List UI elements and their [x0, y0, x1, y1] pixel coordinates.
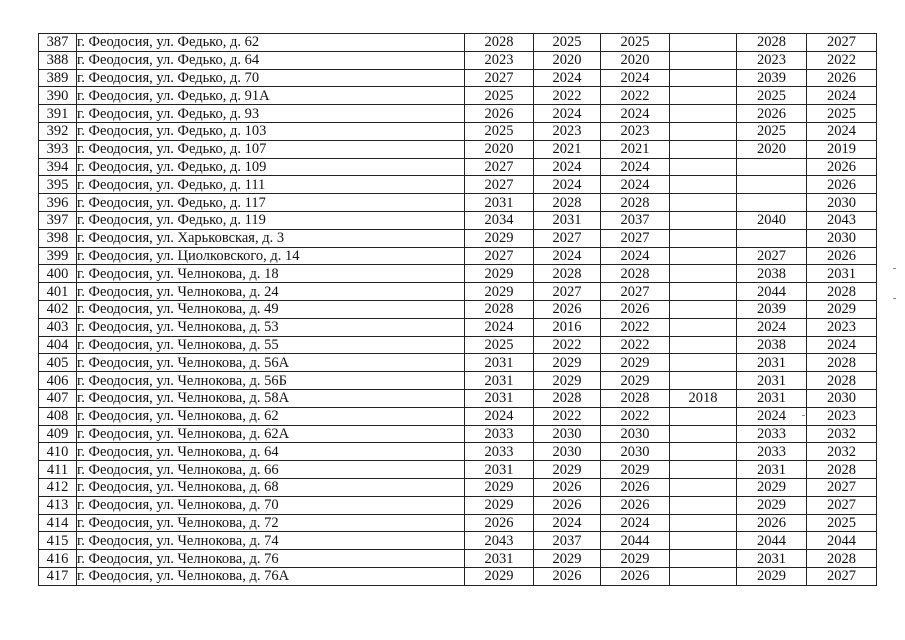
year-cell-6: 2028 — [807, 550, 877, 568]
year-cell-4 — [670, 567, 737, 585]
row-number: 405 — [39, 354, 77, 372]
year-cell-6: 2026 — [807, 158, 877, 176]
year-cell-1: 2031 — [465, 372, 534, 390]
year-cell-5: 2023 — [737, 51, 807, 69]
year-cell-3: 2026 — [601, 496, 670, 514]
table-row — [39, 443, 877, 461]
year-cell-5: 2026 — [737, 105, 807, 123]
year-cell-6: 2030 — [807, 229, 877, 247]
year-cell-5: 2025 — [737, 87, 807, 105]
year-cell-2: 2028 — [534, 389, 601, 407]
year-cell-6: 2023 — [807, 318, 877, 336]
year-cell-4 — [670, 34, 737, 52]
year-cell-2: 2021 — [534, 140, 601, 158]
year-cell-3: 2026 — [601, 300, 670, 318]
address-cell: г. Феодосия, ул. Челнокова, д. 24 — [77, 283, 465, 301]
year-cell-3: 2029 — [601, 372, 670, 390]
table-row — [39, 211, 877, 229]
address-cell: г. Феодосия, ул. Челнокова, д. 74 — [77, 532, 465, 550]
year-cell-3: 2020 — [601, 51, 670, 69]
year-cell-5: 2033 — [737, 425, 807, 443]
year-cell-1: 2028 — [465, 34, 534, 52]
year-cell-6: 2025 — [807, 105, 877, 123]
year-cell-1: 2043 — [465, 532, 534, 550]
year-cell-3: 2028 — [601, 265, 670, 283]
year-cell-6: 2028 — [807, 354, 877, 372]
row-number: 411 — [39, 461, 77, 479]
address-cell: г. Феодосия, ул. Федько, д. 70 — [77, 69, 465, 87]
table-row — [39, 407, 877, 425]
row-number: 410 — [39, 443, 77, 461]
table-row — [39, 389, 877, 407]
year-cell-3: 2027 — [601, 229, 670, 247]
year-cell-3: 2030 — [601, 425, 670, 443]
year-cell-2: 2020 — [534, 51, 601, 69]
year-cell-4 — [670, 229, 737, 247]
year-cell-2: 2029 — [534, 461, 601, 479]
address-cell: г. Феодосия, ул. Федько, д. 111 — [77, 176, 465, 194]
year-cell-2: 2024 — [534, 514, 601, 532]
year-cell-2: 2023 — [534, 122, 601, 140]
year-cell-1: 2031 — [465, 354, 534, 372]
year-cell-6: 2043 — [807, 211, 877, 229]
address-cell: г. Феодосия, ул. Челнокова, д. 68 — [77, 478, 465, 496]
year-cell-6: 2025 — [807, 514, 877, 532]
year-cell-5: 2044 — [737, 532, 807, 550]
year-cell-2: 2027 — [534, 283, 601, 301]
year-cell-6: 2024 — [807, 336, 877, 354]
year-cell-2: 2026 — [534, 567, 601, 585]
year-cell-4 — [670, 532, 737, 550]
table-row — [39, 461, 877, 479]
year-cell-2: 2024 — [534, 158, 601, 176]
table-row — [39, 34, 877, 52]
address-cell: г. Феодосия, ул. Челнокова, д. 53 — [77, 318, 465, 336]
year-cell-4 — [670, 247, 737, 265]
year-cell-4 — [670, 87, 737, 105]
table-row — [39, 478, 877, 496]
year-cell-5: 2038 — [737, 265, 807, 283]
year-cell-1: 2033 — [465, 443, 534, 461]
table-row — [39, 425, 877, 443]
year-cell-3: 2029 — [601, 461, 670, 479]
address-cell: г. Феодосия, ул. Челнокова, д. 62А — [77, 425, 465, 443]
year-cell-6: 2031 — [807, 265, 877, 283]
year-cell-6: 2027 — [807, 34, 877, 52]
address-cell: г. Феодосия, ул. Челнокова, д. 49 — [77, 300, 465, 318]
year-cell-2: 2022 — [534, 87, 601, 105]
row-number: 414 — [39, 514, 77, 532]
year-cell-1: 2020 — [465, 140, 534, 158]
year-cell-2: 2030 — [534, 443, 601, 461]
table-row — [39, 105, 877, 123]
year-cell-2: 2024 — [534, 69, 601, 87]
year-cell-3: 2024 — [601, 158, 670, 176]
year-cell-1: 2029 — [465, 229, 534, 247]
table-row — [39, 354, 877, 372]
year-cell-6: 2026 — [807, 247, 877, 265]
address-cell: г. Феодосия, ул. Федько, д. 93 — [77, 105, 465, 123]
table-row — [39, 176, 877, 194]
year-cell-3: 2037 — [601, 211, 670, 229]
row-number: 415 — [39, 532, 77, 550]
address-cell: г. Феодосия, ул. Харьковская, д. 3 — [77, 229, 465, 247]
year-cell-5: 2039 — [737, 300, 807, 318]
year-cell-4 — [670, 69, 737, 87]
repair-schedule-table — [38, 33, 877, 586]
row-number: 390 — [39, 87, 77, 105]
row-number: 397 — [39, 211, 77, 229]
year-cell-5: 2031 — [737, 550, 807, 568]
year-cell-1: 2027 — [465, 247, 534, 265]
year-cell-1: 2023 — [465, 51, 534, 69]
year-cell-2: 2030 — [534, 425, 601, 443]
table-row — [39, 140, 877, 158]
year-cell-2: 2024 — [534, 247, 601, 265]
year-cell-3: 2024 — [601, 105, 670, 123]
address-cell: г. Феодосия, ул. Челнокова, д. 76 — [77, 550, 465, 568]
year-cell-6: 2027 — [807, 496, 877, 514]
row-number: 396 — [39, 194, 77, 212]
year-cell-5: 2024 — [737, 318, 807, 336]
year-cell-5 — [737, 176, 807, 194]
year-cell-3: 2022 — [601, 336, 670, 354]
address-cell: г. Феодосия, ул. Федько, д. 91А — [77, 87, 465, 105]
year-cell-5: 2033 — [737, 443, 807, 461]
year-cell-1: 2033 — [465, 425, 534, 443]
year-cell-4 — [670, 194, 737, 212]
row-number: 388 — [39, 51, 77, 69]
table-row — [39, 514, 877, 532]
row-number: 398 — [39, 229, 77, 247]
year-cell-4 — [670, 354, 737, 372]
year-cell-3: 2022 — [601, 87, 670, 105]
year-cell-6: 2027 — [807, 478, 877, 496]
year-cell-2: 2028 — [534, 265, 601, 283]
row-number: 394 — [39, 158, 77, 176]
year-cell-4 — [670, 176, 737, 194]
year-cell-2: 2026 — [534, 496, 601, 514]
year-cell-3: 2024 — [601, 514, 670, 532]
table-row — [39, 283, 877, 301]
address-cell: г. Феодосия, ул. Челнокова, д. 58А — [77, 389, 465, 407]
address-cell: г. Феодосия, ул. Челнокова, д. 55 — [77, 336, 465, 354]
year-cell-5: 2031 — [737, 461, 807, 479]
year-cell-5: 2040 — [737, 211, 807, 229]
table-row — [39, 372, 877, 390]
address-cell: г. Феодосия, ул. Челнокова, д. 70 — [77, 496, 465, 514]
row-number: 412 — [39, 478, 77, 496]
row-number: 409 — [39, 425, 77, 443]
year-cell-2: 2016 — [534, 318, 601, 336]
table-row — [39, 87, 877, 105]
year-cell-2: 2026 — [534, 478, 601, 496]
year-cell-3: 2028 — [601, 389, 670, 407]
table-row — [39, 318, 877, 336]
scan-speck — [893, 268, 896, 269]
year-cell-1: 2026 — [465, 514, 534, 532]
year-cell-4 — [670, 211, 737, 229]
year-cell-1: 2027 — [465, 176, 534, 194]
row-number: 417 — [39, 567, 77, 585]
year-cell-4 — [670, 318, 737, 336]
row-number: 406 — [39, 372, 77, 390]
row-number: 400 — [39, 265, 77, 283]
row-number: 391 — [39, 105, 77, 123]
row-number: 389 — [39, 69, 77, 87]
year-cell-6: 2023 — [807, 407, 877, 425]
year-cell-4 — [670, 283, 737, 301]
year-cell-2: 2025 — [534, 34, 601, 52]
year-cell-3: 2025 — [601, 34, 670, 52]
address-cell: г. Феодосия, ул. Челнокова, д. 18 — [77, 265, 465, 283]
year-cell-2: 2029 — [534, 354, 601, 372]
year-cell-4 — [670, 443, 737, 461]
address-cell: г. Феодосия, ул. Федько, д. 117 — [77, 194, 465, 212]
year-cell-2: 2024 — [534, 105, 601, 123]
address-cell: г. Феодосия, ул. Циолковского, д. 14 — [77, 247, 465, 265]
year-cell-3: 2022 — [601, 318, 670, 336]
year-cell-6: 2028 — [807, 372, 877, 390]
year-cell-3: 2030 — [601, 443, 670, 461]
year-cell-4 — [670, 105, 737, 123]
table-body — [39, 34, 877, 586]
year-cell-4 — [670, 514, 737, 532]
row-number: 402 — [39, 300, 77, 318]
year-cell-4 — [670, 51, 737, 69]
year-cell-6: 2027 — [807, 567, 877, 585]
year-cell-6: 2028 — [807, 461, 877, 479]
year-cell-3: 2027 — [601, 283, 670, 301]
year-cell-1: 2025 — [465, 122, 534, 140]
year-cell-5: 2020 — [737, 140, 807, 158]
year-cell-4 — [670, 372, 737, 390]
table-row — [39, 229, 877, 247]
table-row — [39, 336, 877, 354]
row-number: 393 — [39, 140, 77, 158]
year-cell-3: 2028 — [601, 194, 670, 212]
year-cell-5: 2038 — [737, 336, 807, 354]
year-cell-1: 2029 — [465, 567, 534, 585]
table-row — [39, 550, 877, 568]
table-row — [39, 496, 877, 514]
year-cell-6: 2024 — [807, 122, 877, 140]
row-number: 407 — [39, 389, 77, 407]
year-cell-6: 2024 — [807, 87, 877, 105]
year-cell-6: 2029 — [807, 300, 877, 318]
address-cell: г. Феодосия, ул. Челнокова, д. 62 — [77, 407, 465, 425]
table-row — [39, 567, 877, 585]
table-row — [39, 194, 877, 212]
table-row — [39, 532, 877, 550]
year-cell-6: 2026 — [807, 176, 877, 194]
year-cell-6: 2032 — [807, 425, 877, 443]
year-cell-6: 2044 — [807, 532, 877, 550]
year-cell-2: 2027 — [534, 229, 601, 247]
address-cell: г. Феодосия, ул. Челнокова, д. 64 — [77, 443, 465, 461]
year-cell-1: 2027 — [465, 158, 534, 176]
address-cell: г. Феодосия, ул. Челнокова, д. 56Б — [77, 372, 465, 390]
address-cell: г. Феодосия, ул. Челнокова, д. 66 — [77, 461, 465, 479]
year-cell-2: 2029 — [534, 550, 601, 568]
year-cell-2: 2024 — [534, 176, 601, 194]
year-cell-5: 2039 — [737, 69, 807, 87]
year-cell-5: 2029 — [737, 567, 807, 585]
year-cell-5: 2031 — [737, 389, 807, 407]
year-cell-4 — [670, 478, 737, 496]
year-cell-4: 2018 — [670, 389, 737, 407]
year-cell-1: 2028 — [465, 300, 534, 318]
year-cell-1: 2024 — [465, 407, 534, 425]
year-cell-4 — [670, 550, 737, 568]
year-cell-1: 2024 — [465, 318, 534, 336]
year-cell-2: 2022 — [534, 336, 601, 354]
table-row — [39, 69, 877, 87]
year-cell-4 — [670, 336, 737, 354]
year-cell-3: 2024 — [601, 176, 670, 194]
address-cell: г. Феодосия, ул. Челнокова, д. 56А — [77, 354, 465, 372]
year-cell-4 — [670, 407, 737, 425]
year-cell-6: 2028 — [807, 283, 877, 301]
year-cell-2: 2037 — [534, 532, 601, 550]
year-cell-5: 2027 — [737, 247, 807, 265]
address-cell: г. Феодосия, ул. Федько, д. 62 — [77, 34, 465, 52]
year-cell-1: 2029 — [465, 496, 534, 514]
year-cell-3: 2024 — [601, 69, 670, 87]
year-cell-5: 2029 — [737, 478, 807, 496]
year-cell-2: 2022 — [534, 407, 601, 425]
row-number: 403 — [39, 318, 77, 336]
year-cell-6: 2022 — [807, 51, 877, 69]
year-cell-1: 2031 — [465, 194, 534, 212]
year-cell-1: 2031 — [465, 389, 534, 407]
year-cell-3: 2024 — [601, 247, 670, 265]
year-cell-4 — [670, 300, 737, 318]
year-cell-3: 2029 — [601, 550, 670, 568]
year-cell-1: 2029 — [465, 478, 534, 496]
year-cell-5 — [737, 158, 807, 176]
year-cell-4 — [670, 158, 737, 176]
year-cell-3: 2021 — [601, 140, 670, 158]
year-cell-1: 2025 — [465, 87, 534, 105]
year-cell-5: 2026 — [737, 514, 807, 532]
year-cell-4 — [670, 461, 737, 479]
year-cell-3: 2044 — [601, 532, 670, 550]
year-cell-3: 2029 — [601, 354, 670, 372]
row-number: 401 — [39, 283, 77, 301]
address-cell: г. Феодосия, ул. Федько, д. 107 — [77, 140, 465, 158]
year-cell-6: 2030 — [807, 194, 877, 212]
year-cell-1: 2029 — [465, 283, 534, 301]
row-number: 413 — [39, 496, 77, 514]
year-cell-4 — [670, 122, 737, 140]
address-cell: г. Феодосия, ул. Челнокова, д. 76А — [77, 567, 465, 585]
year-cell-2: 2028 — [534, 194, 601, 212]
year-cell-3: 2023 — [601, 122, 670, 140]
year-cell-1: 2027 — [465, 69, 534, 87]
year-cell-5: 2028 — [737, 34, 807, 52]
year-cell-5: 2044 — [737, 283, 807, 301]
row-number: 387 — [39, 34, 77, 52]
year-cell-6: 2032 — [807, 443, 877, 461]
year-cell-5: 2031 — [737, 372, 807, 390]
row-number: 392 — [39, 122, 77, 140]
year-cell-6: 2030 — [807, 389, 877, 407]
year-cell-2: 2029 — [534, 372, 601, 390]
scan-speck — [893, 298, 896, 299]
year-cell-2: 2026 — [534, 300, 601, 318]
table-row — [39, 300, 877, 318]
year-cell-1: 2034 — [465, 211, 534, 229]
year-cell-4 — [670, 265, 737, 283]
year-cell-4 — [670, 140, 737, 158]
row-number: 399 — [39, 247, 77, 265]
table-row — [39, 247, 877, 265]
table-row — [39, 158, 877, 176]
year-cell-2: 2031 — [534, 211, 601, 229]
year-cell-5 — [737, 194, 807, 212]
address-cell: г. Феодосия, ул. Федько, д. 119 — [77, 211, 465, 229]
year-cell-1: 2029 — [465, 265, 534, 283]
year-cell-4 — [670, 496, 737, 514]
address-cell: г. Феодосия, ул. Челнокова, д. 72 — [77, 514, 465, 532]
year-cell-1: 2026 — [465, 105, 534, 123]
address-cell: г. Феодосия, ул. Федько, д. 64 — [77, 51, 465, 69]
year-cell-6: 2026 — [807, 69, 877, 87]
row-number: 395 — [39, 176, 77, 194]
year-cell-3: 2022 — [601, 407, 670, 425]
address-cell: г. Феодосия, ул. Федько, д. 109 — [77, 158, 465, 176]
scan-speck — [802, 415, 805, 416]
year-cell-5: 2031 — [737, 354, 807, 372]
table-row — [39, 51, 877, 69]
row-number: 408 — [39, 407, 77, 425]
year-cell-5: 2025 — [737, 122, 807, 140]
row-number: 416 — [39, 550, 77, 568]
row-number: 404 — [39, 336, 77, 354]
year-cell-5: 2024 — [737, 407, 807, 425]
year-cell-5 — [737, 229, 807, 247]
year-cell-5: 2029 — [737, 496, 807, 514]
year-cell-3: 2026 — [601, 567, 670, 585]
year-cell-1: 2031 — [465, 550, 534, 568]
address-cell: г. Феодосия, ул. Федько, д. 103 — [77, 122, 465, 140]
year-cell-6: 2019 — [807, 140, 877, 158]
year-cell-1: 2031 — [465, 461, 534, 479]
table-row — [39, 122, 877, 140]
year-cell-4 — [670, 425, 737, 443]
year-cell-3: 2026 — [601, 478, 670, 496]
table-row — [39, 265, 877, 283]
year-cell-1: 2025 — [465, 336, 534, 354]
